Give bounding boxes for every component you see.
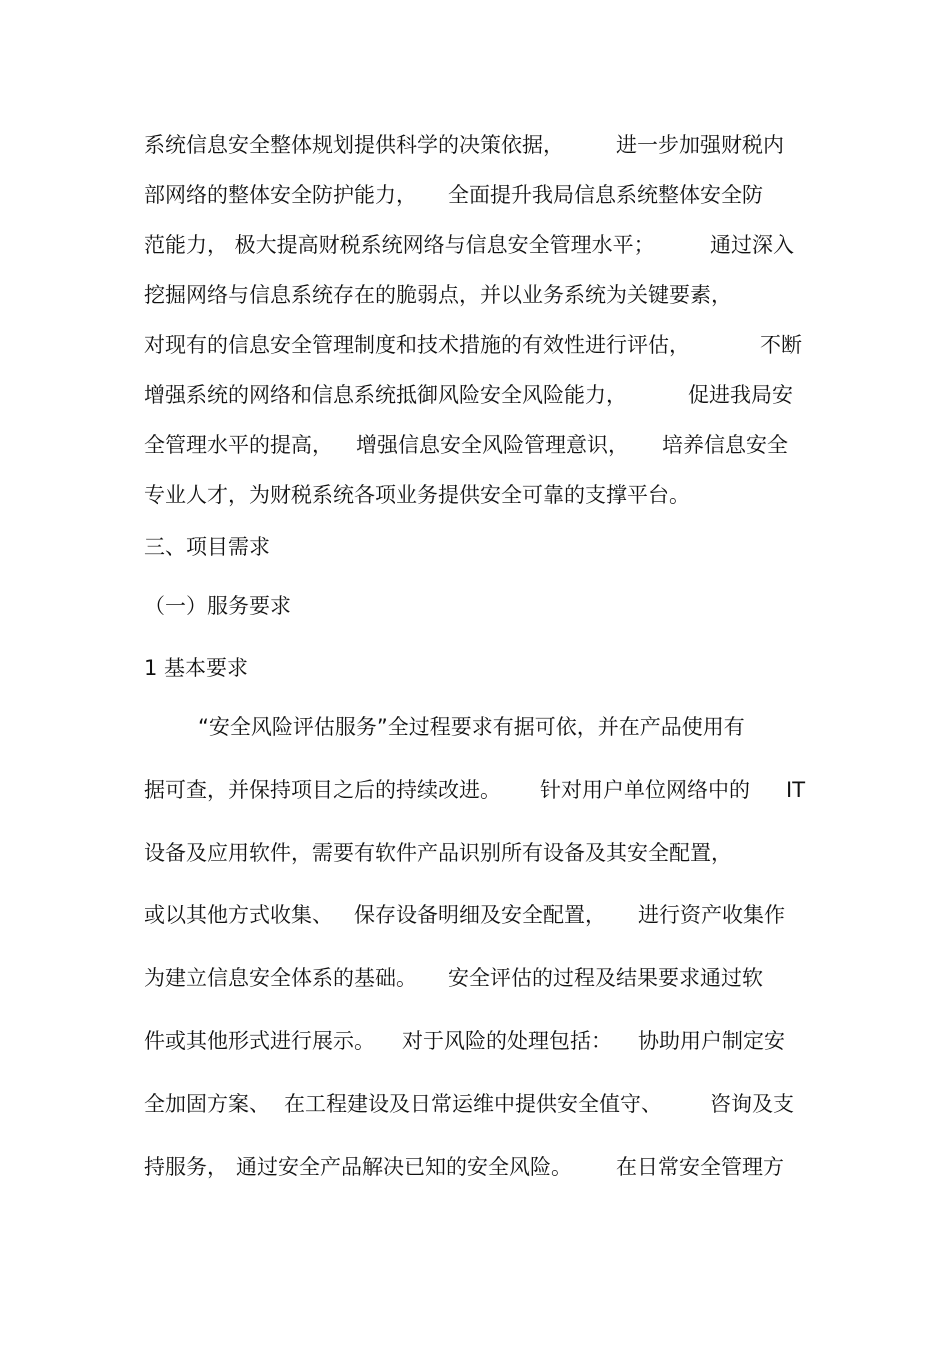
- text-segment: 培养信息安全: [662, 433, 788, 457]
- text-segment: 不断: [760, 333, 802, 357]
- text-segment: 对于风险的处理包括：: [402, 1029, 612, 1053]
- text-segment: 或以其他方式收集、: [144, 903, 333, 927]
- text-segment: 进一步加强财税内: [616, 133, 784, 157]
- text-segment: 系统信息安全整体规划提供科学的决策依据，: [144, 133, 564, 157]
- text-segment: 增强信息安全风险管理意识，: [356, 433, 629, 457]
- text-segment: 全面提升我局信息系统整体安全防: [448, 183, 763, 207]
- heading-text: 三、项目需求: [144, 535, 270, 559]
- text-segment: 件或其他形式进行展示。: [144, 1029, 375, 1053]
- heading-text: （一）服务要求: [144, 594, 291, 618]
- text-segment: 安全评估的过程及结果要求通过软: [448, 966, 763, 990]
- text-segment: 持服务，: [144, 1155, 228, 1179]
- text-segment: 协助用户制定安: [638, 1029, 785, 1053]
- text-segment: 进行资产收集作: [638, 903, 785, 927]
- text-segment: 对现有的信息安全管理制度和技术措施的有效性进行评估，: [144, 333, 690, 357]
- text-segment: 保存设备明细及安全配置，: [354, 903, 606, 927]
- text-segment: 设备及应用软件，需要有软件产品识别所有设备及其安全配置，: [144, 841, 732, 865]
- text-segment: 针对用户单位网络中的: [540, 778, 750, 802]
- text-segment: 全加固方案、: [144, 1092, 270, 1116]
- text-segment: 部网络的整体安全防护能力，: [144, 183, 417, 207]
- text-segment: “安全风险评估服务”全过程要求有据可依，并在产品使用有: [198, 715, 745, 739]
- text-segment: 咨询及支: [710, 1092, 794, 1116]
- text-segment: 在日常安全管理方: [616, 1155, 784, 1179]
- text-segment: 据可查，并保持项目之后的持续改进。: [144, 778, 501, 802]
- text-segment: 挖掘网络与信息系统存在的脆弱点，并以业务系统为关键要素，: [144, 283, 732, 307]
- text-segment: 促进我局安: [688, 383, 793, 407]
- text-segment: 通过深入: [710, 233, 794, 257]
- text-segment: 全管理水平的提高，: [144, 433, 333, 457]
- text-segment: 在工程建设及日常运维中提供安全值守、: [284, 1092, 662, 1116]
- text-segment: 通过安全产品解决已知的安全风险。: [236, 1155, 572, 1179]
- text-segment: IT: [786, 778, 806, 802]
- text-segment: 为建立信息安全体系的基础。: [144, 966, 417, 990]
- text-segment: 专业人才，为财税系统各项业务提供安全可靠的支撑平台。: [144, 483, 690, 507]
- text-segment: 范能力， 极大提高财税系统网络与信息安全管理水平；: [144, 233, 655, 257]
- text-segment: 增强系统的网络和信息系统抵御风险安全风险能力，: [144, 383, 627, 407]
- heading-text: 1 基本要求: [144, 656, 249, 680]
